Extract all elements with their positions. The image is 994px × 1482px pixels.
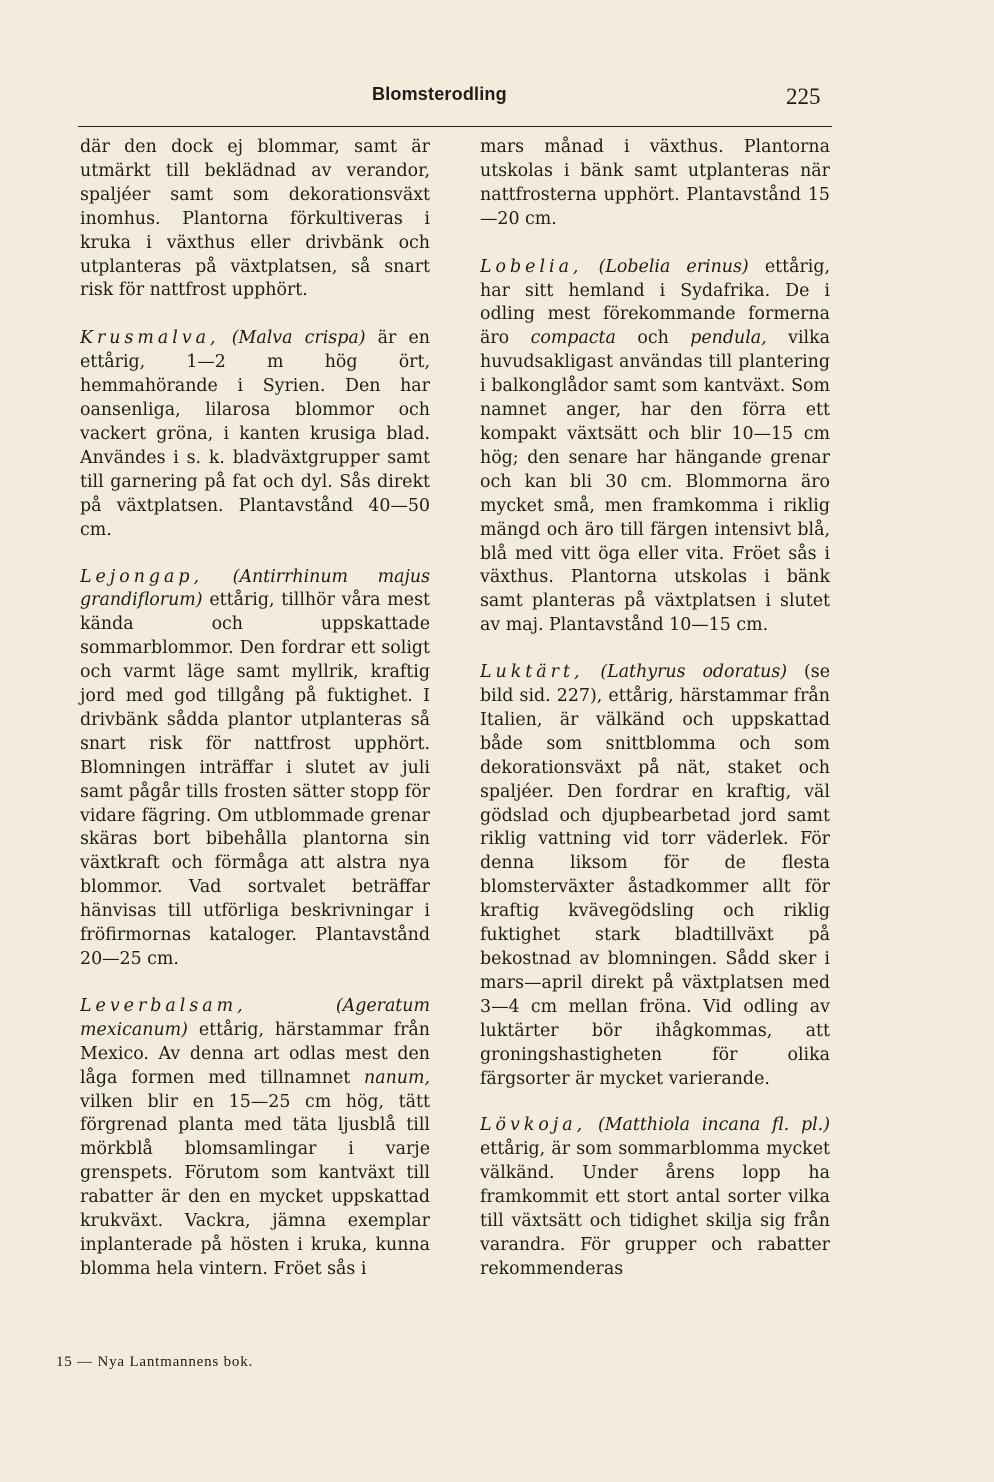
entry-text: är en ettårig, 1—2 m hög ört, hemmahörande i Syrien. Den har oansenliga, lilarosa blommor och vackert gröna, i kanten krusiga blad. Användes i s. k. bladväxtgrupper samt till garnering på fat och dyl. Sås direkt på växtplatsen. Plantavstånd 40—50 cm. [80, 328, 431, 540]
entry-text: vilka huvudsakligast användas till plantering i balkonglådor samt som kantväxt. Som namnet anger, har den förra ett kompakt växtsätt och blir 10—15 cm hög; den senare har hängande grenar och kan bli 30 cm. Blommorna äro mycket små, men framkomma i riklig mängd och äro till färgen intensivt blå, blå med vitt öga eller vita. Fröet sås i växthus. Plantorna utskolas i bänk samt planteras på växtplatsen i slutet av maj. Plantavstånd 10—15 cm. [480, 328, 830, 636]
entry-text: ettårig, är som sommarblomma mycket välkänd. Under årens lopp ha framkommit ett stort antal sorter vilka till växtsätt och tidighet skilja sig från varandra. För grupper och rabatter rekommenderas [480, 1139, 830, 1279]
latin-name: (Antirrhinum majus grandiflorum) [80, 566, 431, 611]
entry-text: och [615, 328, 691, 349]
latin-name: (Lathyrus odoratus) [600, 662, 788, 683]
paragraph-intro-left: där den dock ej blommar, samt är utmärkt till beklädnad av verandor, spaljéer samt som dekorationsväxt inomhus. Plantorna förkultiveras i kruka i växthus eller drivbänk och utplanteras på växtplatsen, så snart risk för nattfrost upphört. [80, 137, 430, 301]
entry-krusmalva [80, 327, 430, 542]
latin-name: (Ageratum mexicanum) [80, 995, 430, 1040]
latin-name: (Lobelia erinus) [598, 256, 749, 277]
paragraph-intro-right: mars månad i växthus. Plantorna utskolas i bänk samt utplanteras när nattfrosterna upphört. Plantavstånd 15—20 cm. [480, 137, 830, 229]
latin-name: (Matthiola incana fl. pl.) [597, 1115, 830, 1136]
entry-name: Lövkoja, [480, 1115, 587, 1136]
entry-name: Lobelia, [480, 256, 583, 277]
variety-name: compacta [530, 328, 616, 349]
entry-name: Krusmalva, [80, 328, 220, 349]
entry-text: ettårig, tillhör våra mest kända och uppskattade sommarblommor. Den fordrar ett soligt och varmt läge samt myllrik, kraftig jord med god tillgång på fuktighet. I drivbänk sådda plantor utplanteras så snart risk för nattfrost upphört. Blomningen inträffar i slutet av juli samt pågår tills frosten sätter stopp för vidare fägring. Om utblommade grenar skäras bort bibehålla plantorna sin växtkraft och förmåga att alstra nya blommor. Vad sortvalet beträffar hänvisas till utförliga beskrivningar i fröfirmornas kataloger. Plantavstånd 20—25 cm. [80, 590, 430, 969]
entry-name: Lejongap, [80, 566, 204, 587]
left-column [80, 136, 430, 1305]
entry-lovkoja [480, 1114, 830, 1281]
entry-text: vilken blir en 15—25 cm hög, tätt förgrenad planta med täta ljusblå till mörkblå blomsamlingar i varje grenspets. Förutom som kantväxt till rabatter är den en mycket uppskattad krukväxt. Vackra, jämna exemplar inplanterade på hösten i kruka, kunna blomma hela vintern. Fröet sås i [80, 1091, 430, 1279]
entry-text: (se bild sid. 227), ettårig, härstammar från Italien, är välkänd och uppskattad både som snittblomma och som dekorationsväxt på nät, staket och spaljéer. Den fordrar en kraftig, väl gödslad och djupbearbetad jord samt riklig vattning vid torr väderlek. För denna liksom för de flesta blomsterväxter åstadkommer allt för kraftig kvävegödsling och riklig fuktighet stark bladtillväxt på bekostnad av blomningen. Sådd sker i mars—april direkt på växtplatsen med 3—4 cm mellan fröna. Vid odling av luktärter bör ihågkommas, att groningshastigheten för olika färgsorter är mycket varierande. [480, 662, 830, 1089]
running-header-title: Blomsterodling [372, 84, 507, 104]
footer-signature: 15 — Nya Lantmannens bok. [56, 1354, 254, 1370]
variety-name: nanum, [364, 1067, 430, 1088]
latin-name: (Malva crispa) [231, 328, 366, 349]
variety-name: pendula, [690, 328, 767, 349]
entry-name: Luktärt, [480, 662, 584, 683]
right-column [480, 136, 830, 1305]
entry-name: Leverbalsam, [80, 995, 247, 1016]
entry-text: ettårig, har sitt hemland i Sydafrika. De i odling mest förekommande formerna äro [480, 256, 831, 349]
header-rule [78, 126, 832, 127]
entry-leverbalsam [80, 995, 430, 1282]
entry-lobelia [480, 256, 830, 639]
entry-luktart [480, 661, 830, 1091]
entry-lejongap [80, 566, 430, 972]
page-number: 225 [786, 84, 821, 109]
entry-text: ettårig, härstammar från Mexico. Av denna art odlas mest den låga formen med tillnamnet [80, 1019, 430, 1088]
